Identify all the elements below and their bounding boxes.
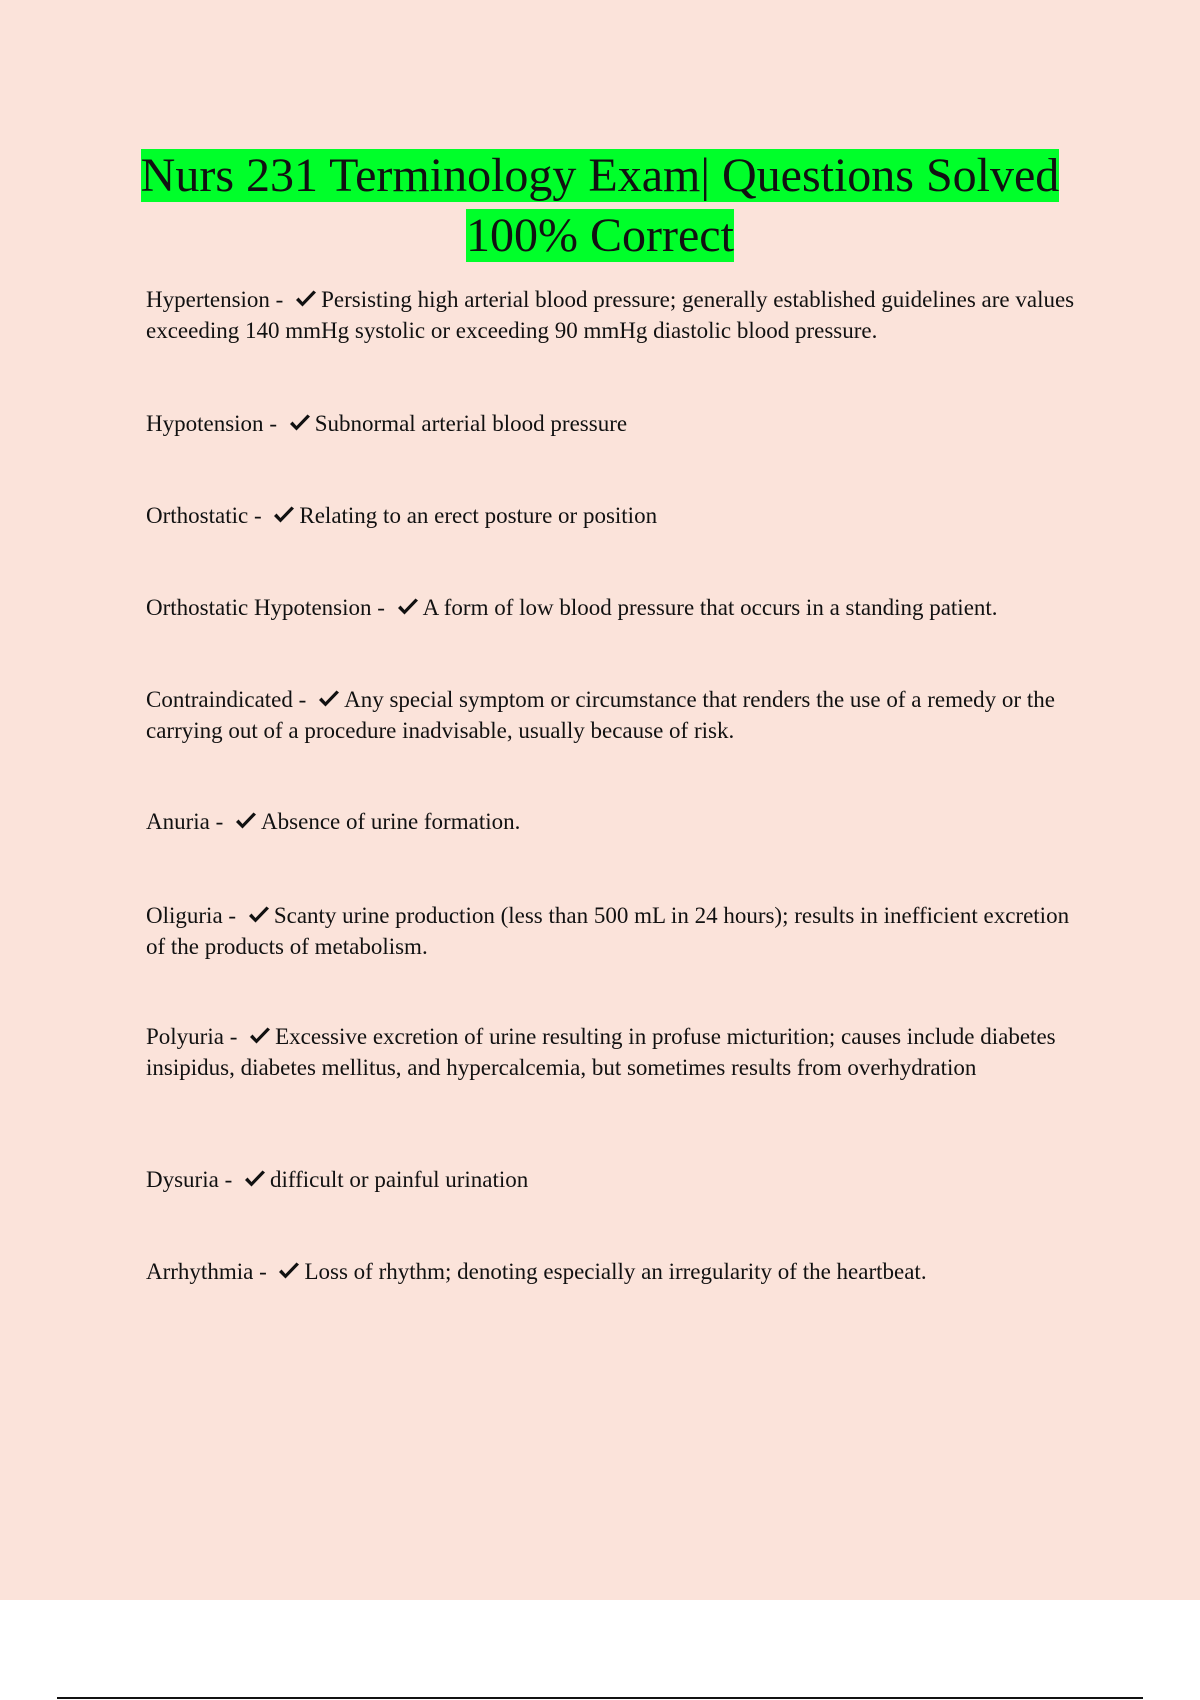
term-definition: Relating to an erect posture or position <box>299 503 658 528</box>
term-definition: Absence of urine formation. <box>261 809 521 834</box>
term-name: Contraindicated <box>146 687 293 712</box>
term-separator: - <box>223 1024 244 1049</box>
checkmark-icon <box>317 689 341 709</box>
term-separator: - <box>209 809 230 834</box>
term-definition: Excessive excretion of urine resulting in profuse micturition; causes include diabetes insipidus, diabetes mellitus, and hypercalcemia, but sometimes results from overhydration <box>146 1024 1056 1080</box>
term-entry <box>146 592 1076 623</box>
term-definition: Subnormal arterial blood pressure <box>314 411 628 436</box>
term-name: Hypotension <box>146 411 264 436</box>
checkmark-icon <box>243 1169 267 1189</box>
term-name: Arrhythmia <box>146 1259 254 1284</box>
term-separator: - <box>263 411 283 436</box>
term-entry <box>146 284 1076 346</box>
document-title <box>100 146 1100 266</box>
checkmark-icon <box>272 505 296 525</box>
term-separator: - <box>253 1259 273 1284</box>
term-definition: Any special symptom or circumstance that renders the use of a remedy or the carrying out of a procedure inadvisable, usually because of risk. <box>146 687 1055 743</box>
term-separator: - <box>371 595 391 620</box>
term-entry <box>146 684 1076 746</box>
term-name: Dysuria <box>146 1167 219 1192</box>
term-entry <box>146 408 1076 439</box>
checkmark-icon <box>248 1026 272 1046</box>
checkmark-icon <box>396 597 420 617</box>
term-name: Anuria <box>146 809 210 834</box>
title-highlight: Nurs 231 Terminology Exam| Questions Solved 100% Correct <box>140 149 1060 262</box>
term-name: Orthostatic <box>146 503 249 528</box>
term-definition: Persisting high arterial blood pressure; generally established guidelines are values exceeding 140 mmHg systolic or exceeding 90 mmHg diastolic blood pressure. <box>146 287 1075 343</box>
term-entry <box>146 1021 1076 1083</box>
term-definition: Scanty urine production (less than 500 mL in 24 hours); results in inefficient excretion of the products of metabolism. <box>146 903 1070 959</box>
checkmark-icon <box>288 413 312 433</box>
checkmark-icon <box>277 1261 301 1281</box>
term-separator: - <box>218 1167 238 1192</box>
term-name: Oliguria <box>146 903 223 928</box>
term-entry <box>146 500 1076 531</box>
term-entry <box>146 900 1076 962</box>
term-separator: - <box>269 287 290 312</box>
checkmark-icon <box>294 289 318 309</box>
term-definition: Loss of rhythm; denoting especially an irregularity of the heartbeat. <box>304 1259 927 1284</box>
term-entry <box>146 806 1076 837</box>
footer-divider <box>57 1697 1143 1699</box>
term-definition: A form of low blood pressure that occurs in a standing patient. <box>422 595 998 620</box>
term-name: Hypertension <box>146 287 270 312</box>
term-entry <box>146 1164 1076 1195</box>
term-separator: - <box>292 687 313 712</box>
term-entry <box>146 1256 1076 1287</box>
term-name: Polyuria <box>146 1024 224 1049</box>
term-separator: - <box>248 503 268 528</box>
term-name: Orthostatic Hypotension <box>146 595 372 620</box>
term-separator: - <box>222 903 242 928</box>
term-definition: difficult or painful urination <box>270 1167 529 1192</box>
checkmark-icon <box>234 811 258 831</box>
checkmark-icon <box>247 905 271 925</box>
